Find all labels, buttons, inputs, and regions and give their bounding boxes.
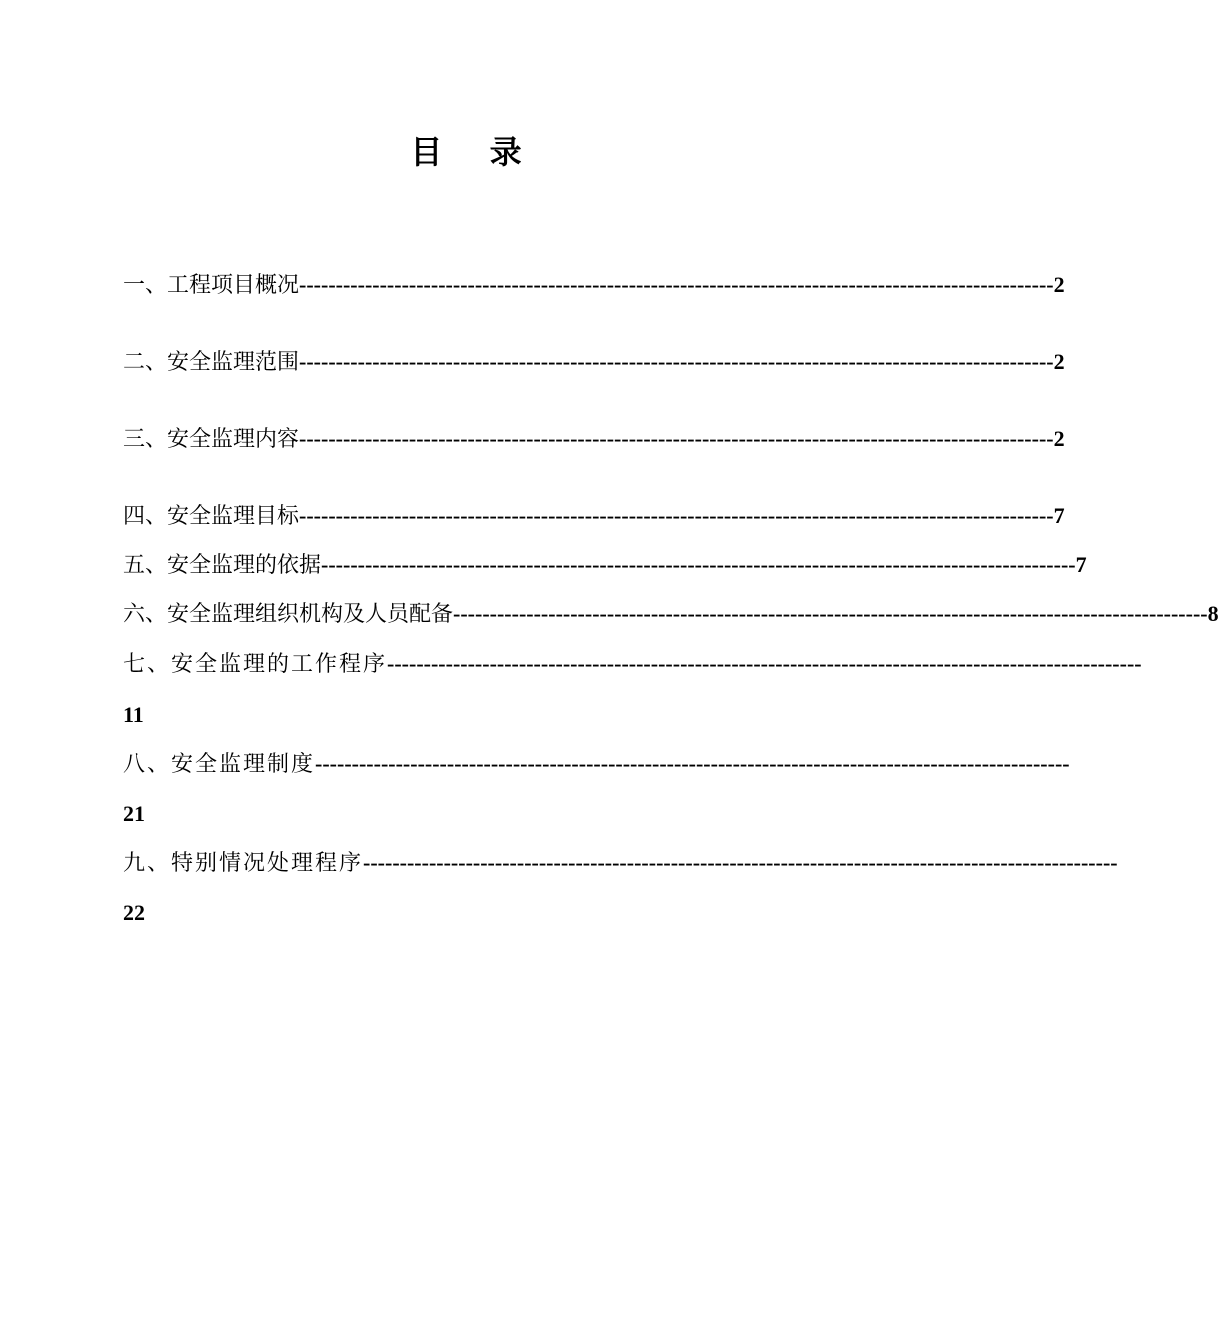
toc-leader: -------------------------------------------------------------------------------------------------------	[363, 850, 1118, 875]
toc-page-number[interactable]: 21	[123, 801, 145, 826]
toc-page-number: 7	[1075, 552, 1087, 577]
toc-entry-label: 七、安全监理的工作程序	[123, 652, 388, 677]
toc-entry-label: 二、安全监理范围	[123, 350, 300, 375]
toc-entry-label: 九、特别情况处理程序	[123, 851, 364, 876]
toc-entry-7[interactable]	[123, 649, 1142, 679]
toc-page-number[interactable]: 11	[123, 702, 144, 727]
toc-leader: -------------------------------------------------------------------------------------------------------	[299, 349, 1054, 374]
toc-entry-3[interactable]	[123, 424, 1065, 454]
toc-entry-label: 三、安全监理内容	[123, 427, 300, 452]
toc-leader: -------------------------------------------------------------------------------------------------------	[299, 503, 1054, 528]
toc-entry-label: 四、安全监理目标	[123, 504, 300, 529]
toc-page-number: 2	[1053, 272, 1065, 297]
toc-leader: -------------------------------------------------------------------------------------------------------	[453, 601, 1208, 626]
toc-entry-9[interactable]	[123, 848, 1118, 878]
toc-leader: -------------------------------------------------------------------------------------------------------	[315, 751, 1070, 776]
toc-entry-4[interactable]	[123, 501, 1065, 531]
toc-entry-label: 一、工程项目概况	[123, 273, 300, 298]
toc-leader: -------------------------------------------------------------------------------------------------------	[321, 552, 1076, 577]
toc-page-number: 8	[1207, 601, 1219, 626]
toc-leader: -------------------------------------------------------------------------------------------------------	[387, 651, 1142, 676]
toc-page-number[interactable]: 22	[123, 900, 145, 925]
toc-entry-5[interactable]	[123, 550, 1087, 580]
toc-entry-6[interactable]	[123, 599, 1219, 629]
toc-entry-1[interactable]	[123, 270, 1065, 300]
toc-leader: -------------------------------------------------------------------------------------------------------	[299, 272, 1054, 297]
page-title: 目 录	[410, 133, 540, 171]
toc-page-number: 2	[1053, 349, 1065, 374]
toc-page-number: 7	[1053, 503, 1065, 528]
toc-entry-label: 六、安全监理组织机构及人员配备	[123, 602, 454, 627]
toc-leader: -------------------------------------------------------------------------------------------------------	[299, 426, 1054, 451]
toc-entry-label: 五、安全监理的依据	[123, 553, 322, 578]
toc-entry-label: 八、安全监理制度	[123, 752, 316, 777]
toc-entry-2[interactable]	[123, 347, 1065, 377]
toc-entry-8[interactable]	[123, 749, 1070, 779]
toc-page-number: 2	[1053, 426, 1065, 451]
